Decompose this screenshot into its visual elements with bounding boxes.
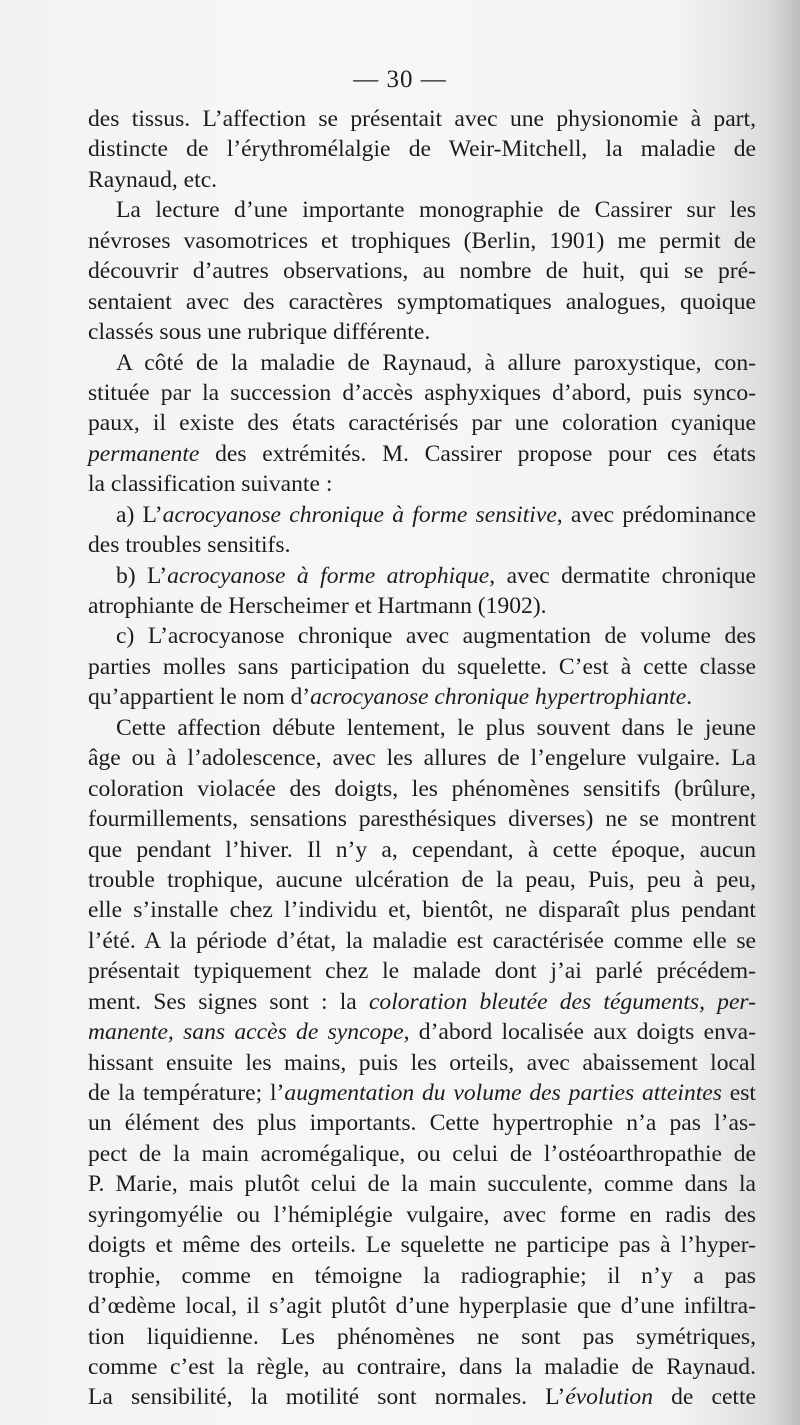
text-segment: pect de la main acromégalique, ou celui de l’ostéoarthropathie de [88, 1140, 756, 1167]
text-line [88, 1078, 756, 1108]
text-line [88, 1017, 756, 1047]
text-segment: que pendant l’hiver. Il n’y a, cependant, à cette époque, aucun [88, 836, 756, 863]
text-segment: stituée par la succession d’accès asphyxiques d’abord, puis synco- [88, 379, 756, 406]
italic-text: augmentation du volume des parties atteintes [284, 1080, 722, 1106]
text-line [88, 378, 756, 408]
text-line [88, 1291, 756, 1321]
text-line [88, 1169, 756, 1199]
text-line [88, 1322, 756, 1352]
text-segment: Cette affection débute lentement, le plus souvent dans le jeune [116, 714, 756, 741]
text-segment: un élément des plus importants. Cette hypertrophie n’a pas l’as- [88, 1110, 756, 1137]
text-line [88, 682, 756, 712]
text-line [88, 1261, 756, 1291]
italic-text: permanente [88, 440, 200, 467]
text-segment: distincte de l’érythromélalgie de Weir-Mitchell, la maladie de [88, 136, 756, 163]
text-segment: présentait typiquement chez le malade dont j’ai parlé précédem- [88, 958, 756, 985]
text-line [88, 530, 756, 560]
italic-text: acrocyanose chronique à forme sensitive [162, 501, 557, 528]
text-segment: a) L’ [116, 501, 163, 528]
italic-text: manente, sans accès de syncope [88, 1019, 404, 1046]
text-segment: des tissus. L’affection se présentait avec une physionomie à part, [88, 106, 756, 132]
italic-text: acrocyanose à forme atrophique [167, 562, 490, 589]
text-segment: syringomyélie ou l’hémiplégie vulgaire, avec forme en radis des [88, 1201, 756, 1228]
text-segment: ment. Ses signes sont : la [88, 988, 369, 1015]
text-line [88, 652, 756, 682]
text-segment: l’été. A la période d’état, la maladie est caractérisée comme elle se [88, 927, 756, 954]
text-line [88, 195, 756, 225]
text-segment: P. Marie, mais plutôt celui de la main succulente, comme dans la [88, 1171, 756, 1198]
text-line [88, 287, 756, 317]
text-segment: , d’abord localisée aux doigts enva- [403, 1019, 756, 1046]
text-line [88, 1352, 756, 1382]
text-line [88, 1230, 756, 1260]
italic-text: acrocyanose chronique hypertrophiante [310, 684, 687, 711]
text-segment: A côté de la maladie de Raynaud, à allure paroxystique, con- [116, 349, 756, 376]
text-segment: classés sous une rubrique différente. [88, 319, 431, 346]
text-segment: c) L’acrocyanose chronique avec augmentation de volume des [116, 623, 756, 650]
text-segment: , avec prédominance [556, 501, 756, 528]
text-line [88, 591, 756, 621]
text-segment: paux, il existe des états caractérisés par une coloration cyanique [88, 410, 756, 437]
text-line [88, 226, 756, 256]
text-segment: atrophiante de Herscheimer et Hartmann (1902). [88, 593, 547, 619]
text-line [88, 317, 756, 347]
text-segment: névroses vasomotrices et trophiques (Berlin, 1901) me permit de [88, 227, 756, 254]
text-line [88, 1139, 756, 1169]
text-segment: trophie, comme en témoigne la radiographie; il n’y a pas [88, 1262, 756, 1289]
text-line [88, 165, 756, 195]
text-line [88, 1200, 756, 1230]
text-segment: sentaient avec des caractères symptomatiques analogues, quoique [88, 288, 756, 315]
text-segment: la classification suivante : [88, 471, 333, 498]
text-line [88, 408, 756, 438]
text-line [88, 104, 756, 134]
text-line [88, 1048, 756, 1078]
text-line [88, 500, 756, 530]
text-segment: doigts et même des orteils. Le squelette ne participe pas à l’hyper- [88, 1232, 756, 1259]
italic-text: coloration bleutée des téguments, per- [368, 988, 756, 1015]
text-segment: fourmillements, sensations paresthésiques diverses) ne se montrent [88, 806, 756, 833]
text-segment: b) L’ [116, 562, 168, 589]
text-line [88, 256, 756, 286]
text-segment: des extrémités. M. Cassirer propose pour ces états [199, 440, 756, 467]
text-segment: trouble trophique, aucune ulcération de la peau, Puis, peu à peu, [88, 866, 756, 893]
text-segment: découvrir d’autres observations, au nombre de huit, qui se pré- [88, 258, 756, 285]
text-line [88, 895, 756, 925]
text-segment: d’œdème local, il s’agit plutôt d’une hyperplasie que d’une infiltra- [88, 1293, 756, 1320]
text-line [88, 956, 756, 986]
text-segment: . [686, 684, 693, 711]
text-segment: de cette [653, 1384, 757, 1411]
text-segment: La sensibilité, la motilité sont normales. L’ [88, 1384, 566, 1411]
text-segment: qu’appartient le nom d’ [88, 684, 311, 711]
text-line [88, 987, 756, 1017]
text-line [88, 804, 756, 834]
text-segment: des troubles sensitifs. [88, 532, 291, 559]
text-segment: tion liquidienne. Les phénomènes ne sont pas symétriques, [88, 1323, 756, 1350]
text-segment: elle s’installe chez l’individu et, bientôt, ne disparaît plus pendant [88, 897, 756, 924]
text-segment: , avec dermatite chronique [489, 562, 757, 589]
text-line [88, 1382, 756, 1412]
text-line [88, 926, 756, 956]
text-segment: est [721, 1080, 756, 1106]
text-segment: de la température; l’ [88, 1080, 285, 1106]
text-line [88, 621, 756, 651]
text-line [88, 743, 756, 773]
text-line [88, 835, 756, 865]
text-segment: parties molles sans participation du squelette. C’est à cette classe [88, 653, 756, 680]
text-line [88, 1108, 756, 1138]
text-segment: coloration violacée des doigts, les phénomènes sensitifs (brûlure, [88, 775, 756, 802]
text-segment: La lecture d’une importante monographie de Cassirer sur les [116, 197, 756, 224]
text-segment: comme c’est la règle, au contraire, dans la maladie de Raynaud. [88, 1353, 756, 1380]
italic-text: évolution [565, 1384, 654, 1411]
text-line [88, 134, 756, 164]
text-line [88, 469, 756, 499]
text-line [88, 561, 756, 591]
text-line [88, 865, 756, 895]
text-segment: âge ou à l’adolescence, avec les allures de l’engelure vulgaire. La [88, 745, 756, 772]
text-line [88, 713, 756, 743]
body-text [88, 104, 756, 1413]
text-line [88, 439, 756, 469]
text-line [88, 348, 756, 378]
text-segment: Raynaud, etc. [88, 166, 218, 193]
text-line [88, 774, 756, 804]
page-number: — 30 — [353, 66, 447, 93]
text-segment: hissant ensuite les mains, puis les orteils, avec abaissement local [88, 1049, 756, 1076]
